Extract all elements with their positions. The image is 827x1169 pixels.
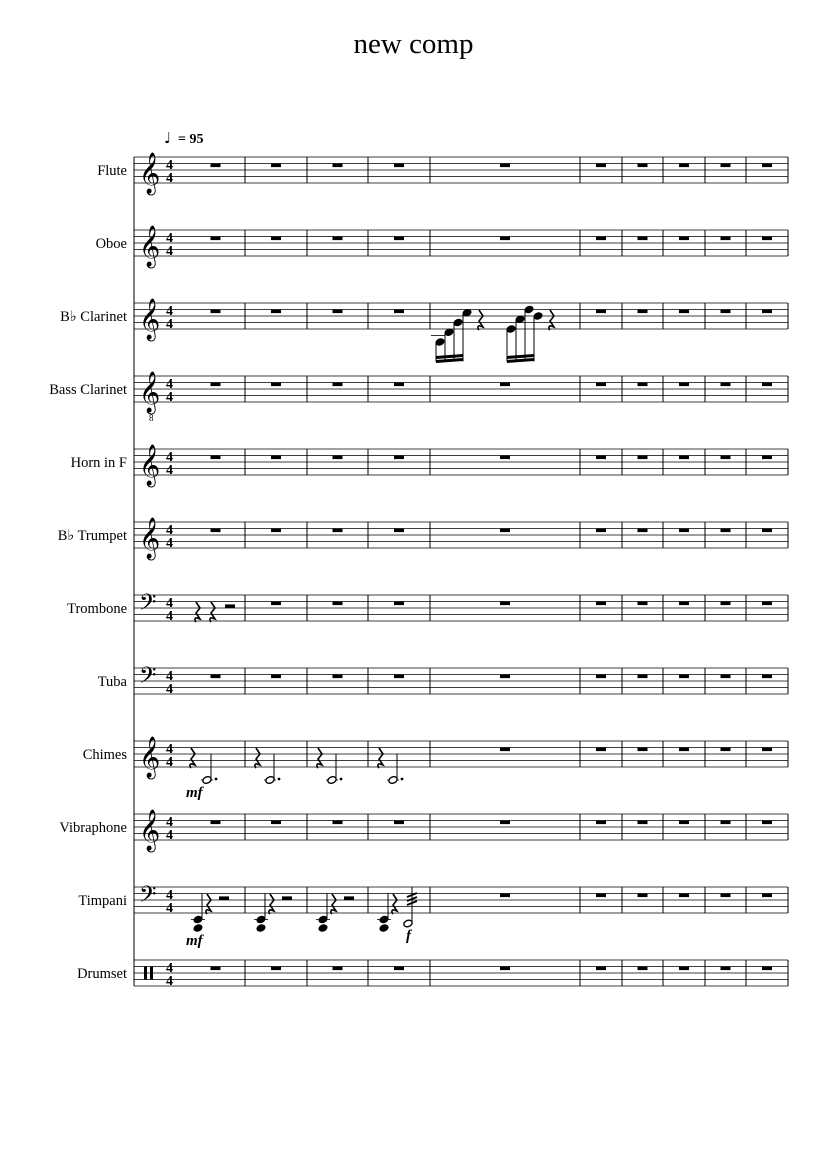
whole-rest <box>394 164 404 168</box>
whole-rest <box>500 237 510 241</box>
whole-rest <box>211 164 221 168</box>
clef: 𝄢 <box>139 882 157 913</box>
instrument-label: Vibraphone <box>59 820 127 836</box>
whole-rest <box>721 237 731 241</box>
time-signature-top: 4 <box>166 742 173 757</box>
quarter-rest <box>195 602 200 622</box>
quarter-rest <box>549 310 554 330</box>
whole-rest <box>679 529 689 533</box>
whole-rest <box>596 237 606 241</box>
whole-rest <box>500 967 510 971</box>
staff-9 <box>83 736 788 784</box>
whole-rest <box>271 529 281 533</box>
whole-rest <box>333 383 343 387</box>
whole-rest <box>500 529 510 533</box>
tempo-value: = 95 <box>178 132 204 147</box>
whole-rest <box>271 164 281 168</box>
time-signature-bottom: 4 <box>166 755 173 770</box>
notehead <box>193 924 203 933</box>
whole-rest <box>679 602 689 606</box>
whole-rest <box>211 383 221 387</box>
half-rest <box>344 896 354 900</box>
whole-rest <box>721 310 731 314</box>
whole-rest <box>721 894 731 898</box>
time-signature-top: 4 <box>166 450 173 465</box>
whole-rest <box>211 237 221 241</box>
whole-rest <box>271 310 281 314</box>
whole-rest <box>762 675 772 679</box>
whole-rest <box>638 164 648 168</box>
whole-rest <box>762 310 772 314</box>
whole-rest <box>500 164 510 168</box>
notehead <box>318 924 328 933</box>
score-title: new comp <box>353 28 474 60</box>
quarter-rest <box>378 748 383 768</box>
whole-rest <box>638 602 648 606</box>
whole-rest <box>638 310 648 314</box>
dynamic-mf: mf <box>186 785 203 801</box>
quarter-rest <box>206 894 211 914</box>
whole-rest <box>596 310 606 314</box>
time-signature-top: 4 <box>166 815 173 830</box>
time-signature-bottom: 4 <box>166 828 173 843</box>
whole-rest <box>394 967 404 971</box>
staff-11 <box>78 882 788 932</box>
whole-rest <box>596 529 606 533</box>
whole-rest <box>333 602 343 606</box>
staff-4 <box>49 371 788 423</box>
whole-rest <box>271 967 281 971</box>
time-signature-bottom: 4 <box>166 682 173 697</box>
octave-mark: 8 <box>149 413 154 423</box>
whole-rest <box>762 529 772 533</box>
whole-rest <box>394 675 404 679</box>
whole-rest <box>596 675 606 679</box>
time-signature-bottom: 4 <box>166 171 173 186</box>
whole-rest <box>211 821 221 825</box>
whole-rest <box>762 821 772 825</box>
dynamic-f: f <box>406 928 411 944</box>
whole-rest <box>679 164 689 168</box>
half-rest <box>219 896 229 900</box>
dynamic-mf: mf <box>186 933 203 949</box>
quarter-rest <box>255 748 260 768</box>
instrument-label: Horn in F <box>70 455 127 471</box>
whole-rest <box>500 602 510 606</box>
whole-rest <box>333 675 343 679</box>
whole-rest <box>596 748 606 752</box>
instrument-label: Timpani <box>78 893 127 909</box>
whole-rest <box>333 821 343 825</box>
staff-1 <box>97 152 788 195</box>
clef: 𝄞 <box>139 810 161 851</box>
whole-rest <box>271 602 281 606</box>
whole-rest <box>500 456 510 460</box>
whole-rest <box>271 456 281 460</box>
whole-rest <box>596 456 606 460</box>
whole-rest <box>211 310 221 314</box>
staff-3 <box>60 298 788 362</box>
whole-rest <box>333 456 343 460</box>
whole-rest <box>638 529 648 533</box>
staff-5 <box>71 444 788 487</box>
whole-rest <box>394 602 404 606</box>
whole-rest <box>500 675 510 679</box>
whole-rest <box>762 894 772 898</box>
whole-rest <box>211 456 221 460</box>
percussion-clef-bar <box>150 967 153 980</box>
percussion-clef-bar <box>144 967 147 980</box>
time-signature-top: 4 <box>166 377 173 392</box>
whole-rest <box>500 894 510 898</box>
whole-rest <box>596 602 606 606</box>
clef: 𝄞 <box>139 153 161 194</box>
whole-rest <box>721 748 731 752</box>
whole-rest <box>271 237 281 241</box>
staff-10 <box>59 809 788 852</box>
whole-rest <box>596 383 606 387</box>
whole-rest <box>394 529 404 533</box>
whole-rest <box>596 967 606 971</box>
time-signature-top: 4 <box>166 158 173 173</box>
whole-rest <box>679 456 689 460</box>
quarter-rest <box>317 748 322 768</box>
clef: 𝄢 <box>139 590 157 621</box>
half-rest <box>225 604 235 608</box>
beam <box>507 356 534 358</box>
instrument-label: Tuba <box>97 674 127 690</box>
whole-rest <box>762 967 772 971</box>
instrument-label: Flute <box>97 163 127 179</box>
whole-rest <box>394 821 404 825</box>
whole-rest <box>721 383 731 387</box>
whole-rest <box>394 383 404 387</box>
time-signature-top: 4 <box>166 231 173 246</box>
whole-rest <box>211 675 221 679</box>
time-signature-bottom: 4 <box>166 901 173 916</box>
whole-rest <box>762 237 772 241</box>
time-signature-top: 4 <box>166 961 173 976</box>
whole-rest <box>721 967 731 971</box>
time-signature-bottom: 4 <box>166 536 173 551</box>
whole-rest <box>271 675 281 679</box>
whole-rest <box>679 675 689 679</box>
staff-2 <box>96 225 788 268</box>
whole-rest <box>762 383 772 387</box>
whole-rest <box>721 164 731 168</box>
whole-rest <box>721 456 731 460</box>
whole-rest <box>721 529 731 533</box>
quarter-rest <box>392 894 397 914</box>
time-signature-top: 4 <box>166 669 173 684</box>
dot <box>278 778 281 781</box>
whole-rest <box>679 310 689 314</box>
instrument-label: B♭ Clarinet <box>60 309 127 325</box>
time-signature-top: 4 <box>166 596 173 611</box>
whole-rest <box>638 894 648 898</box>
instrument-label: Drumset <box>77 966 127 982</box>
quarter-rest <box>331 894 336 914</box>
whole-rest <box>333 310 343 314</box>
time-signature-bottom: 4 <box>166 390 173 405</box>
time-signature-top: 4 <box>166 304 173 319</box>
quarter-rest <box>478 310 483 330</box>
notehead <box>256 924 266 933</box>
instrument-label: Chimes <box>82 747 127 763</box>
clef: 𝄞 <box>139 737 161 778</box>
whole-rest <box>638 456 648 460</box>
dot <box>340 778 343 781</box>
quarter-rest <box>190 748 195 768</box>
quarter-rest <box>210 602 215 622</box>
whole-rest <box>333 164 343 168</box>
tempo-marking <box>164 129 203 147</box>
beam <box>507 360 534 362</box>
whole-rest <box>500 821 510 825</box>
whole-rest <box>762 456 772 460</box>
notehead <box>379 924 389 933</box>
whole-rest <box>596 894 606 898</box>
clef: 𝄞 <box>139 226 161 267</box>
whole-rest <box>721 675 731 679</box>
staff-7 <box>67 590 788 624</box>
clef: 𝄞 <box>139 445 161 486</box>
half-rest <box>282 896 292 900</box>
dot <box>215 778 218 781</box>
instrument-label: Bass Clarinet <box>49 382 127 398</box>
whole-rest <box>638 675 648 679</box>
whole-rest <box>271 821 281 825</box>
whole-rest <box>333 237 343 241</box>
clef: 𝄞 <box>139 372 161 413</box>
whole-rest <box>394 456 404 460</box>
whole-rest <box>211 967 221 971</box>
staff-8 <box>98 663 788 697</box>
dot <box>401 778 404 781</box>
whole-rest <box>679 967 689 971</box>
time-signature-bottom: 4 <box>166 609 173 624</box>
clef: 𝄞 <box>139 518 161 559</box>
staff-12 <box>77 960 788 989</box>
tempo-note: ♩ <box>164 129 172 147</box>
staff-6 <box>58 517 788 560</box>
time-signature-bottom: 4 <box>166 317 173 332</box>
whole-rest <box>762 602 772 606</box>
whole-rest <box>679 821 689 825</box>
time-signature-top: 4 <box>166 888 173 903</box>
whole-rest <box>500 383 510 387</box>
instrument-label: Oboe <box>95 236 127 252</box>
whole-rest <box>394 237 404 241</box>
whole-rest <box>596 164 606 168</box>
instrument-label: B♭ Trumpet <box>57 528 127 544</box>
whole-rest <box>211 529 221 533</box>
whole-rest <box>638 967 648 971</box>
whole-rest <box>679 383 689 387</box>
whole-rest <box>500 748 510 752</box>
quarter-rest <box>269 894 274 914</box>
time-signature-bottom: 4 <box>166 244 173 259</box>
whole-rest <box>679 237 689 241</box>
whole-rest <box>762 164 772 168</box>
whole-rest <box>679 894 689 898</box>
whole-rest <box>762 748 772 752</box>
time-signature-top: 4 <box>166 523 173 538</box>
whole-rest <box>721 602 731 606</box>
beam <box>436 360 463 362</box>
clef: 𝄞 <box>139 299 161 340</box>
clef: 𝄢 <box>139 663 157 694</box>
whole-rest <box>638 383 648 387</box>
whole-rest <box>638 237 648 241</box>
time-signature-bottom: 4 <box>166 974 173 989</box>
whole-rest <box>638 748 648 752</box>
instrument-label: Trombone <box>67 601 127 617</box>
whole-rest <box>596 821 606 825</box>
whole-rest <box>333 529 343 533</box>
whole-rest <box>333 967 343 971</box>
whole-rest <box>271 383 281 387</box>
whole-rest <box>721 821 731 825</box>
beam <box>436 356 463 358</box>
whole-rest <box>394 310 404 314</box>
whole-rest <box>679 748 689 752</box>
whole-rest <box>638 821 648 825</box>
time-signature-bottom: 4 <box>166 463 173 478</box>
